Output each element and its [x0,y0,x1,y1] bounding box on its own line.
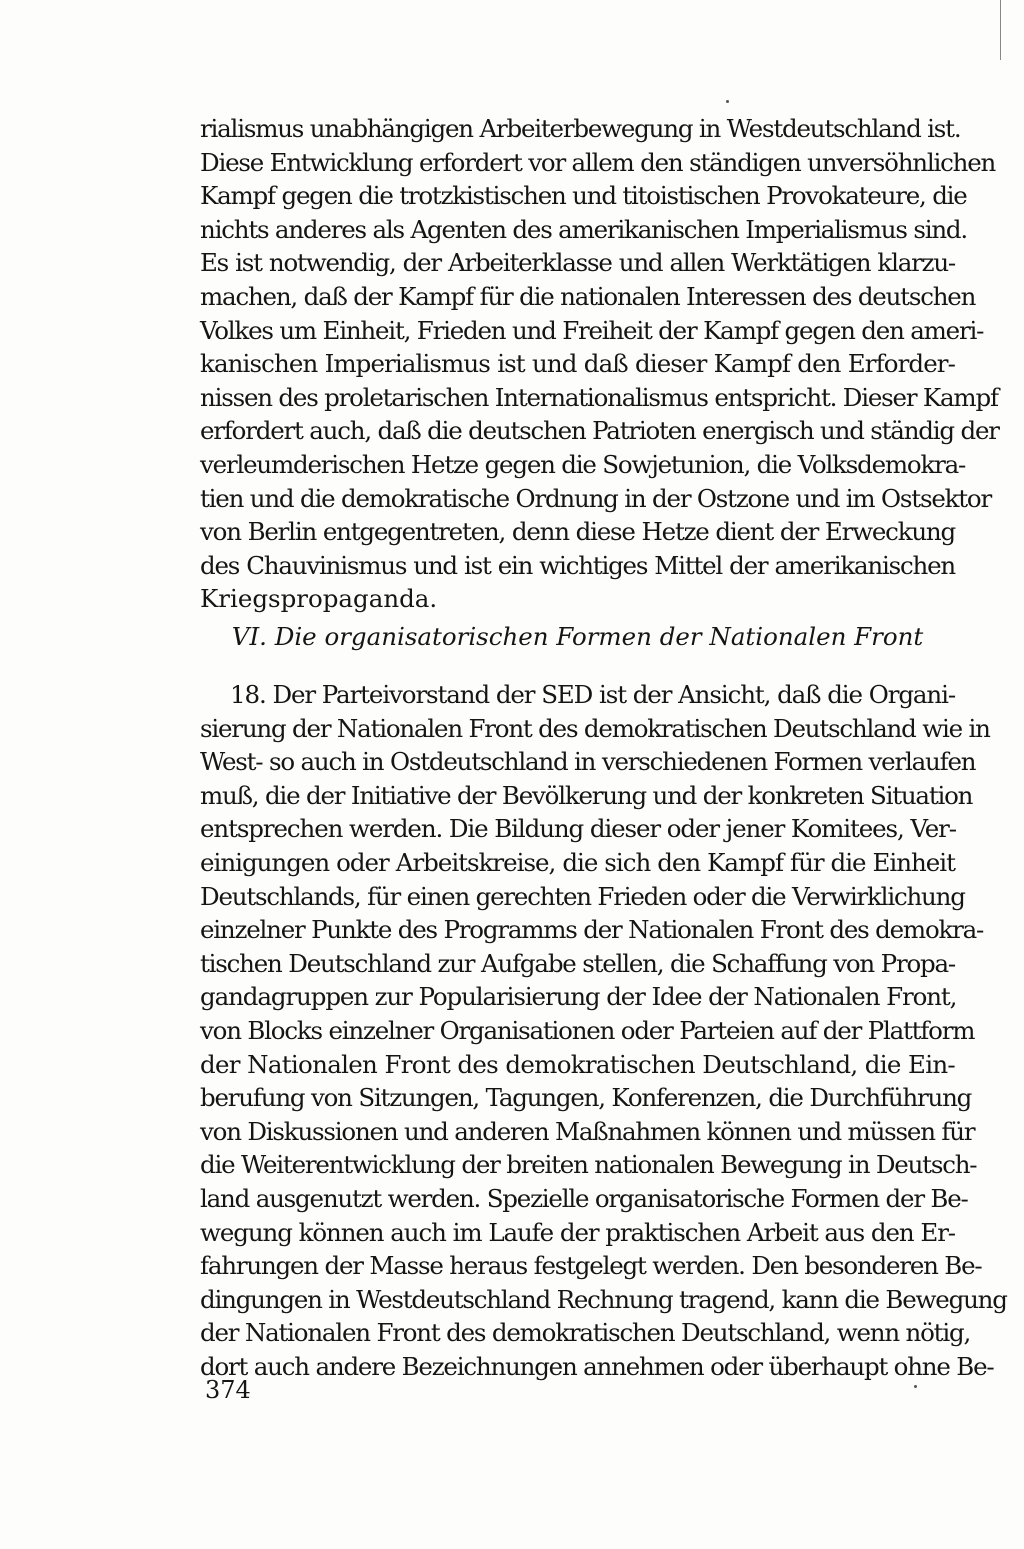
text-line: 18. Der Parteivorstand der SED ist der Ansicht, daß die Organi- [230,680,955,709]
page-number: 374 [205,1376,251,1404]
text-line: erfordert auch, daß die deutschen Patrioten energisch und ständig der [200,416,999,446]
text-line: wegung können auch im Laufe der praktischen Arbeit aus den Er- [200,1217,955,1247]
text-line: land ausgenutzt werden. Spezielle organisatorische Formen der Be- [200,1183,968,1213]
text-line: kanischen Imperialismus ist und daß dieser Kampf den Erforder- [200,349,955,379]
text-line: von Berlin entgegentreten, denn diese Hetze dient der Erweckung [200,517,955,547]
text-line: Es ist notwendig, der Arbeiterklasse und allen Werktätigen klarzu- [200,248,955,278]
text-line: des Chauvinismus und ist ein wichtiges Mittel der amerikanischen [200,550,955,580]
text-line: dingungen in Westdeutschland Rechnung tragend, kann die Bewegung [200,1284,1007,1314]
text-line: einigungen oder Arbeitskreise, die sich den Kampf für die Einheit [200,847,955,877]
text-line: nichts anderes als Agenten des amerikanischen Imperialismus sind. [200,214,967,244]
text-line: nissen des proletarischen Internationalismus entspricht. Dieser Kampf [200,382,998,412]
text-line: berufung von Sitzungen, Tagungen, Konferenzen, die Durchführung [200,1083,972,1113]
text-line: rialismus unabhängigen Arbeiterbewegung in Westdeutschland ist. [200,114,961,143]
text-line: Volkes um Einheit, Frieden und Freiheit der Kampf gegen den ameri- [200,315,984,345]
text-line: sierung der Nationalen Front des demokratischen Deutschland wie in [200,713,990,743]
text-line: tischen Deutschland zur Aufgabe stellen, die Schaffung von Propa- [200,948,955,978]
paragraph-2 [200,678,1007,1383]
text-line: Diese Entwicklung erfordert vor allem den ständigen unversöhnlichen [200,147,996,177]
text-line: einzelner Punkte des Programms der Nationalen Front des demokra- [200,915,984,945]
text-line: der Nationalen Front des demokratischen Deutschland, wenn nötig, [200,1318,971,1348]
paragraph-1 [200,112,999,616]
text-line: muß, die der Initiative der Bevölkerung und der konkreten Situation [200,780,973,810]
ink-speck [726,100,729,103]
text-line: Kriegspropaganda. [200,584,438,614]
scan-edge-mark [1000,0,1001,60]
text-line: machen, daß der Kampf für die nationalen Interessen des deutschen [200,281,976,311]
text-line: Deutschlands, für einen gerechten Frieden oder die Verwirklichung [200,881,965,911]
section-heading: VI. Die organisatorischen Formen der Nationalen Front [231,622,924,651]
text-line: Kampf gegen die trotzkistischen und titoistischen Provokateure, die [200,181,967,211]
text-line: von Diskussionen und anderen Maßnahmen können und müssen für [200,1116,975,1146]
text-line: fahrungen der Masse heraus festgelegt werden. Den besonderen Be- [200,1251,982,1281]
text-line: verleumderischen Hetze gegen die Sowjetunion, die Volksdemokra- [200,449,966,479]
text-line: der Nationalen Front des demokratischen Deutschland, die Ein- [200,1049,955,1079]
text-line: dort auch andere Bezeichnungen annehmen oder überhaupt ohne Be- [200,1351,994,1381]
text-line: die Weiterentwicklung der breiten nationalen Bewegung in Deutsch- [200,1150,977,1180]
text-line: West- so auch in Ostdeutschland in verschiedenen Formen verlaufen [200,747,976,777]
ink-speck [914,1385,917,1388]
text-line: entsprechen werden. Die Bildung dieser oder jener Komitees, Ver- [200,814,956,844]
text-line: tien und die demokratische Ordnung in der Ostzone und im Ostsektor [200,483,991,513]
text-line: von Blocks einzelner Organisationen oder Parteien auf der Plattform [200,1015,975,1045]
text-line: gandagruppen zur Popularisierung der Idee der Nationalen Front, [200,982,957,1012]
